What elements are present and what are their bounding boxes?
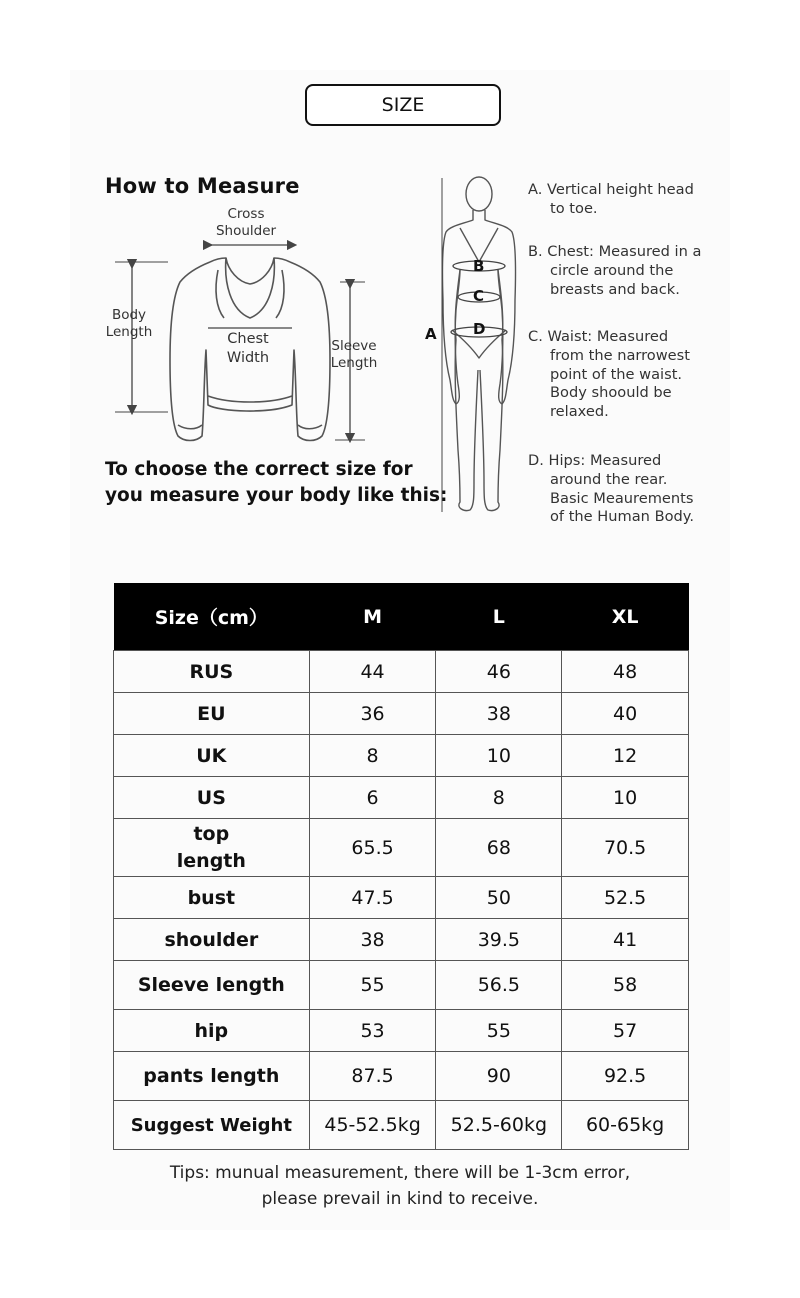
sleeve-length-label-line1: Sleeve	[331, 338, 377, 354]
desc-d-line3: Basic Meaurements	[550, 489, 694, 507]
cross-shoulder-label-line2: Shoulder	[215, 223, 277, 239]
row-label: pants length	[114, 1052, 310, 1101]
desc-a-line1: A. Vertical height head	[528, 181, 694, 198]
desc-d-line1: D. Hips: Measured	[528, 452, 662, 469]
row-label: RUS	[114, 651, 310, 693]
tips-note	[100, 1160, 700, 1212]
desc-b-line3: breasts and back.	[550, 280, 680, 298]
cell-m: 38	[309, 919, 436, 961]
cell-xl: 48	[562, 651, 689, 693]
table-row	[114, 1101, 689, 1150]
cell-l: 50	[436, 877, 562, 919]
row-label: bust	[114, 877, 310, 919]
cell-l: 55	[436, 1010, 562, 1052]
row-label: shoulder	[114, 919, 310, 961]
desc-c-line2: from the narrowest	[550, 346, 690, 364]
cell-xl: 41	[562, 919, 689, 961]
table-row	[114, 1052, 689, 1101]
choose-size-line1: To choose the correct size for	[105, 459, 413, 480]
cell-xl: 60-65kg	[562, 1101, 689, 1150]
marker-c: C	[473, 287, 485, 305]
cell-m: 36	[309, 693, 436, 735]
header-xl: XL	[562, 583, 689, 651]
desc-b-line2: circle around the	[550, 261, 674, 279]
desc-a	[528, 181, 694, 219]
table-row	[114, 819, 689, 877]
desc-c-line4: Body shoould be	[550, 384, 672, 402]
cell-xl: 12	[562, 735, 689, 777]
row-label	[114, 819, 310, 877]
sleeve-length-label	[326, 338, 382, 372]
cross-shoulder-label	[208, 206, 284, 240]
desc-d-line4: of the Human Body.	[550, 508, 694, 526]
table-row	[114, 961, 689, 1010]
cell-m: 65.5	[309, 819, 436, 877]
table-header-row	[114, 583, 689, 651]
cell-m: 44	[309, 651, 436, 693]
how-to-measure-heading: How to Measure	[105, 174, 300, 198]
row-label-line1: top	[193, 822, 230, 845]
table-row	[114, 777, 689, 819]
cell-xl: 58	[562, 961, 689, 1010]
cell-xl: 40	[562, 693, 689, 735]
table-row	[114, 877, 689, 919]
table-row	[114, 735, 689, 777]
row-label: EU	[114, 693, 310, 735]
cell-m: 45-52.5kg	[309, 1101, 436, 1150]
size-table	[113, 583, 689, 1150]
cell-l: 52.5-60kg	[436, 1101, 562, 1150]
cell-m: 8	[309, 735, 436, 777]
cell-m: 87.5	[309, 1052, 436, 1101]
choose-size-line2: you measure your body like this:	[105, 485, 448, 506]
desc-d	[528, 452, 694, 527]
table-row	[114, 919, 689, 961]
chest-width-label-line2: Width	[226, 350, 270, 366]
cell-l: 39.5	[436, 919, 562, 961]
marker-a: A	[425, 325, 437, 343]
cell-xl: 10	[562, 777, 689, 819]
chest-width-label	[220, 330, 276, 368]
size-title: SIZE	[381, 94, 425, 116]
row-label: Suggest Weight	[114, 1101, 310, 1150]
body-length-label-line1: Body	[111, 307, 147, 323]
row-label: Sleeve length	[114, 961, 310, 1010]
cell-l: 38	[436, 693, 562, 735]
cell-l: 56.5	[436, 961, 562, 1010]
cell-xl: 92.5	[562, 1052, 689, 1101]
body-length-label	[104, 307, 154, 341]
cell-m: 6	[309, 777, 436, 819]
table-row	[114, 1010, 689, 1052]
cell-xl: 52.5	[562, 877, 689, 919]
desc-c-line3: point of the waist.	[550, 365, 683, 383]
marker-b: B	[473, 257, 485, 275]
cell-m: 53	[309, 1010, 436, 1052]
row-label: UK	[114, 735, 310, 777]
body-figure	[430, 170, 530, 520]
desc-c-line1: C. Waist: Measured	[528, 328, 669, 345]
cell-xl: 70.5	[562, 819, 689, 877]
row-label: US	[114, 777, 310, 819]
cell-l: 68	[436, 819, 562, 877]
cross-shoulder-label-line1: Cross	[227, 206, 265, 222]
desc-c	[528, 328, 690, 422]
cell-xl: 57	[562, 1010, 689, 1052]
sleeve-length-label-line2: Length	[330, 355, 378, 371]
table-row	[114, 651, 689, 693]
header-m: M	[309, 583, 436, 651]
desc-c-line5: relaxed.	[550, 403, 609, 421]
row-label: hip	[114, 1010, 310, 1052]
size-title-box	[305, 84, 501, 126]
desc-b	[528, 243, 701, 299]
cell-m: 55	[309, 961, 436, 1010]
table-row	[114, 693, 689, 735]
desc-d-line2: around the rear.	[550, 470, 668, 488]
tips-line2: please prevail in kind to receive.	[261, 1189, 539, 1209]
row-label-line2: length	[176, 849, 246, 872]
desc-a-line2: to toe.	[550, 199, 598, 217]
chest-width-label-line1: Chest	[227, 331, 269, 347]
tips-line1: Tips: munual measurement, there will be 1-3cm error,	[169, 1163, 631, 1183]
header-size-cm: Size（cm）	[114, 583, 310, 651]
cell-l: 10	[436, 735, 562, 777]
cell-m: 47.5	[309, 877, 436, 919]
cell-l: 46	[436, 651, 562, 693]
header-l: L	[436, 583, 562, 651]
cell-l: 8	[436, 777, 562, 819]
cell-l: 90	[436, 1052, 562, 1101]
choose-size-instruction	[105, 457, 447, 509]
marker-d: D	[473, 320, 486, 338]
desc-b-line1: B. Chest: Measured in a	[528, 243, 702, 260]
body-length-label-line2: Length	[105, 324, 153, 340]
